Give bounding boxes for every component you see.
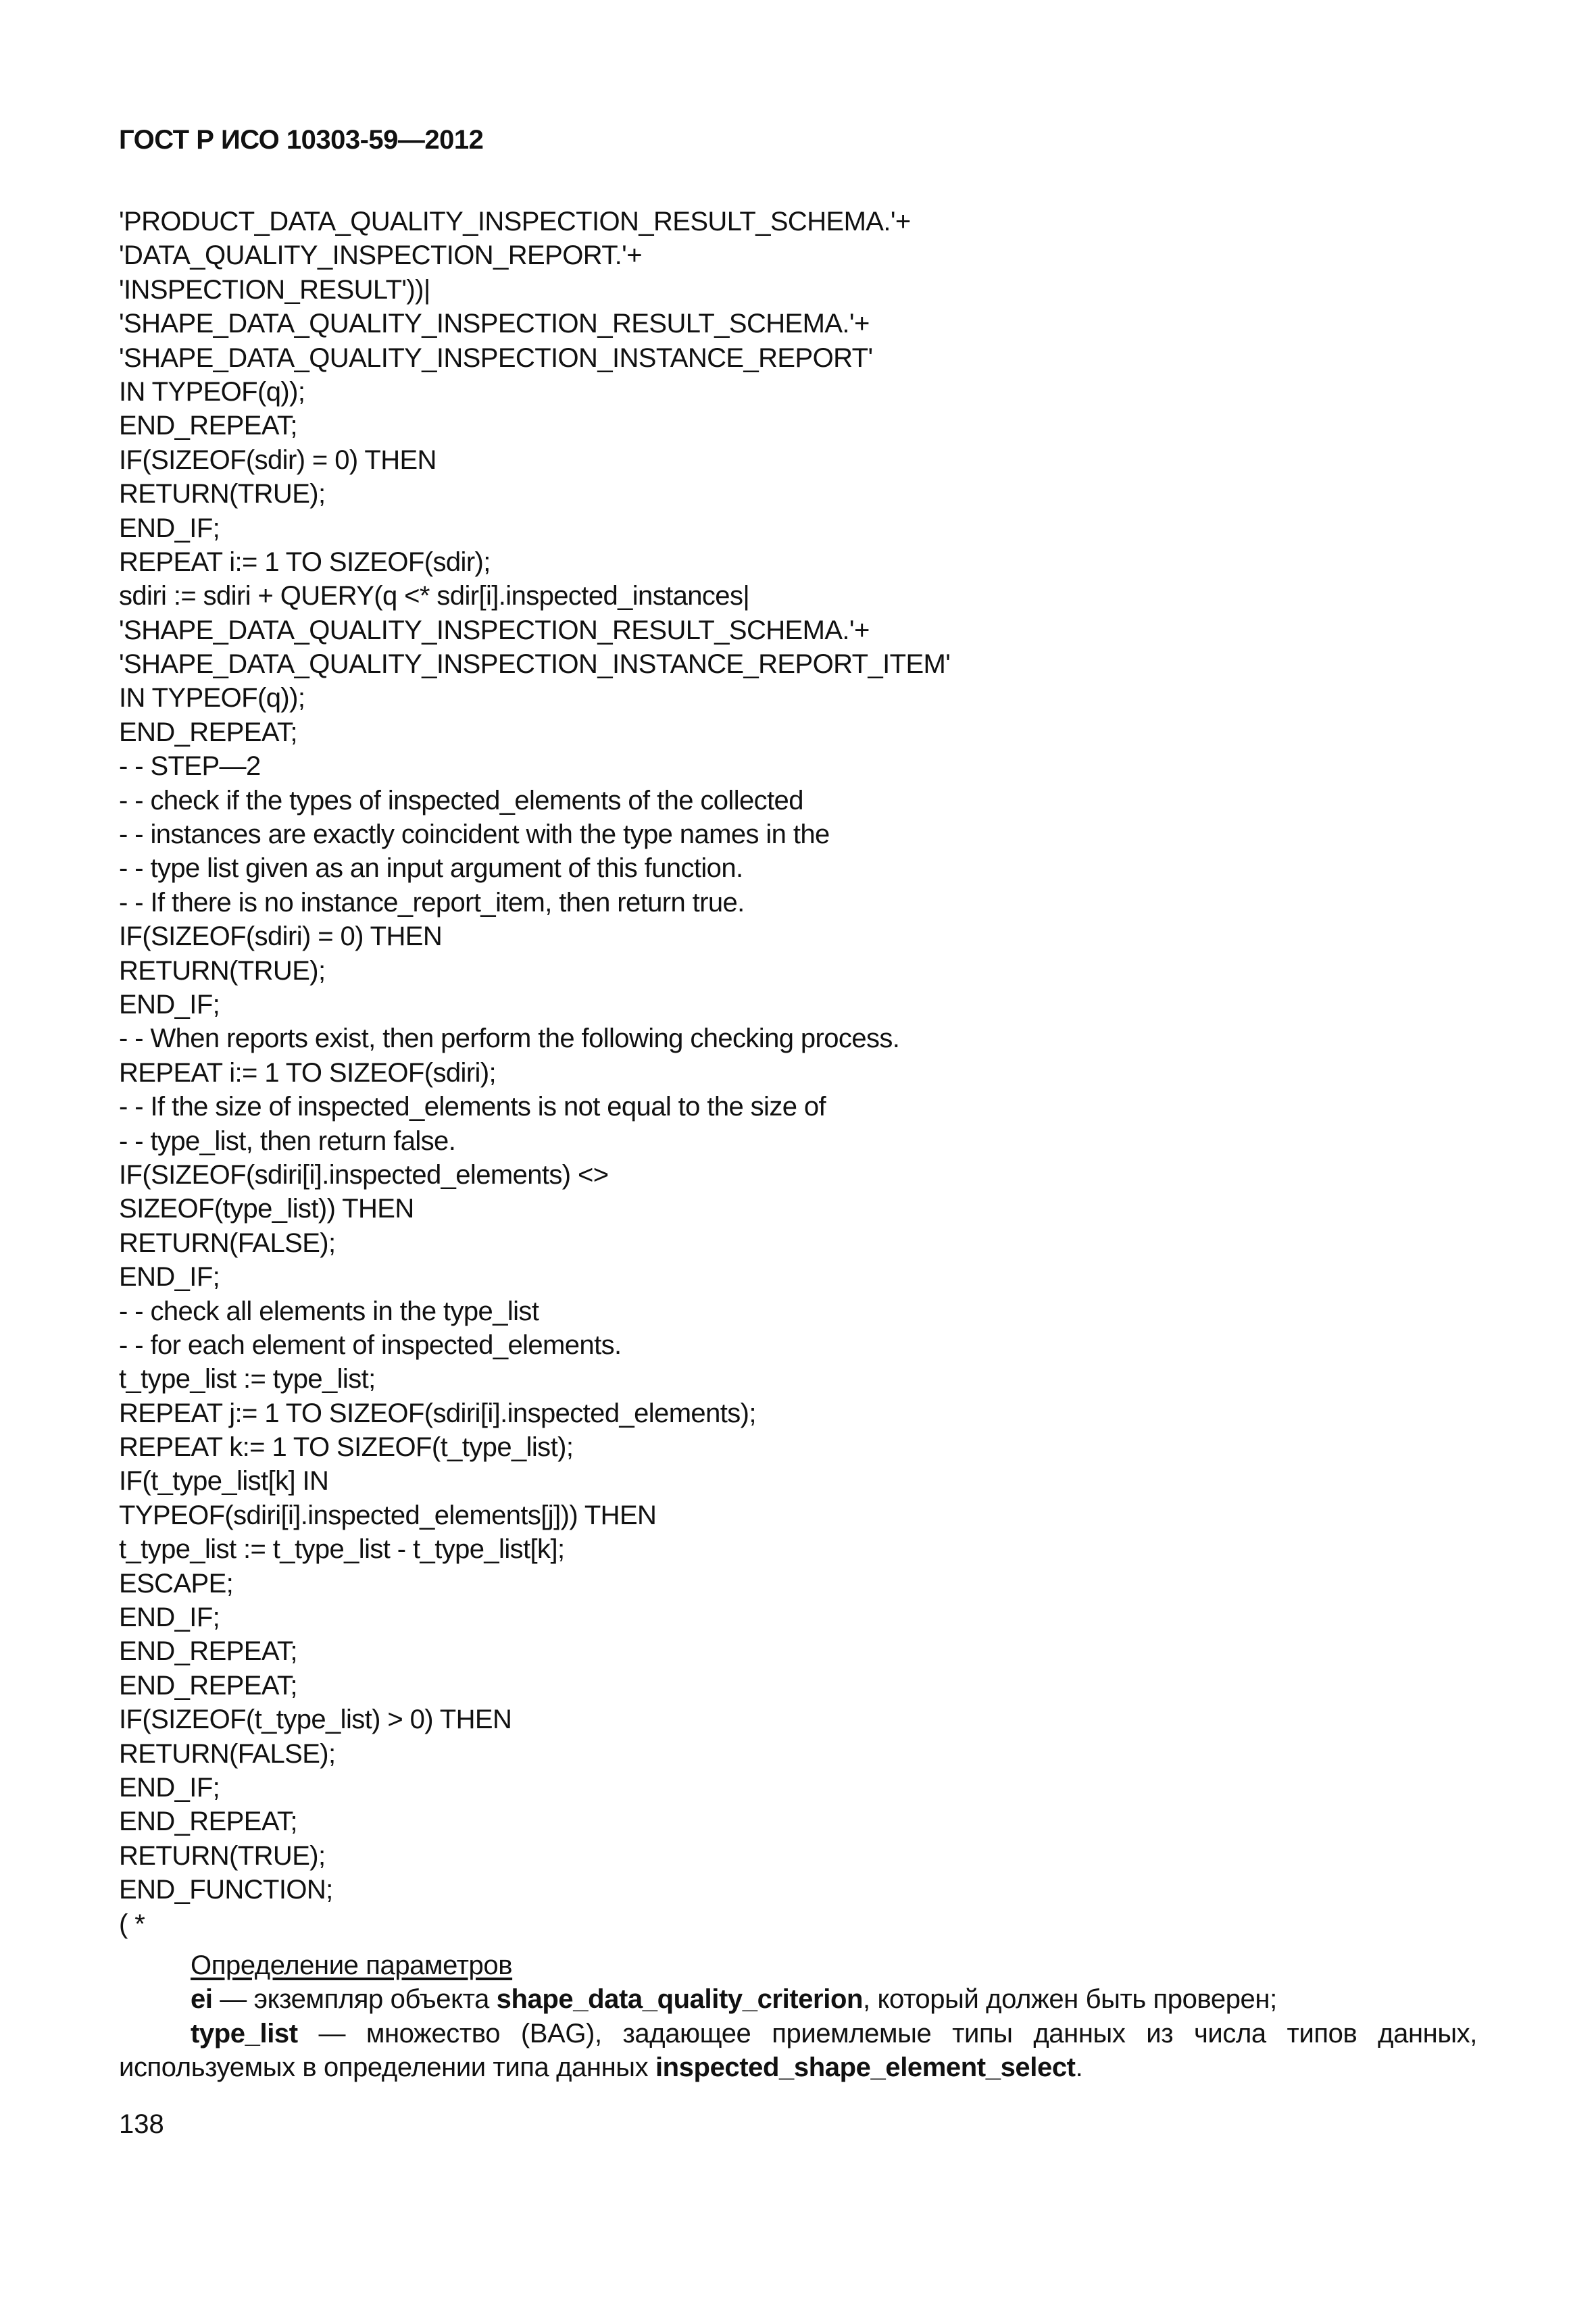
parameter-definitions <box>119 1948 1477 2085</box>
code-line: REPEAT i:= 1 TO SIZEOF(sdir); <box>119 547 491 577</box>
code-line: SIZEOF(type_list)) THEN <box>119 1194 414 1224</box>
code-line: - - check all elements in the type_list <box>119 1296 539 1326</box>
code-line: RETURN(FALSE); <box>119 1738 336 1769</box>
code-line: - - instances are exactly coincident with the type names in the <box>119 820 830 850</box>
parameter-type-list-entity: inspected_shape_element_select <box>655 2053 1076 2083</box>
code-line: TYPEOF(sdiri[i].inspected_elements[j])) THEN <box>119 1500 657 1530</box>
parameter-type-list-text-end: . <box>1075 2053 1083 2083</box>
code-line: 'DATA_QUALITY_INSPECTION_REPORT.'+ <box>119 241 642 271</box>
code-line: IF(SIZEOF(sdiri) = 0) THEN <box>119 922 443 952</box>
code-line: RETURN(FALSE); <box>119 1228 336 1258</box>
code-line: sdiri := sdiri + QUERY(q <* sdir[i].inspected_instances| <box>119 581 750 611</box>
code-line: 'PRODUCT_DATA_QUALITY_INSPECTION_RESULT_SCHEMA.'+ <box>119 207 911 236</box>
code-line: END_REPEAT; <box>119 1636 297 1667</box>
code-line: END_IF; <box>119 1772 220 1803</box>
code-line: END_IF; <box>119 989 220 1020</box>
code-line: RETURN(TRUE); <box>119 1840 326 1871</box>
code-line: IN TYPEOF(q)); <box>119 683 305 713</box>
code-line: END_REPEAT; <box>119 1807 297 1837</box>
code-line: END_IF; <box>119 513 220 543</box>
code-line: END_IF; <box>119 1262 220 1292</box>
code-line: IF(SIZEOF(sdiri[i].inspected_elements) <> <box>119 1159 609 1190</box>
code-line: 'SHAPE_DATA_QUALITY_INSPECTION_INSTANCE_REPORT_ITEM' <box>119 649 951 680</box>
parameter-ei-entity: shape_data_quality_criterion <box>496 1984 864 2015</box>
code-line: END_REPEAT; <box>119 1670 297 1701</box>
parameter-type-list-text-line2: используемых в определении типа данных <box>119 2053 655 2083</box>
parameter-ei-term: ei <box>191 1984 213 2015</box>
code-line: END_REPEAT; <box>119 717 297 747</box>
parameter-ei-text-before: — экземпляр объекта <box>212 1984 497 2015</box>
page-number: 138 <box>119 2109 164 2139</box>
code-line: REPEAT j:= 1 TO SIZEOF(sdiri[i].inspected_elements); <box>119 1398 756 1428</box>
code-line: - - If there is no instance_report_item, then return true. <box>119 887 745 917</box>
page-header-standard-id: ГОСТ Р ИСО 10303-59—2012 <box>119 125 484 155</box>
express-code-listing <box>119 205 1477 1941</box>
code-line: - - If the size of inspected_elements is not equal to the size of <box>119 1092 826 1122</box>
code-line: IF(SIZEOF(t_type_list) > 0) THEN <box>119 1705 512 1735</box>
parameter-type-list-definition-line1 <box>119 2017 1477 2051</box>
code-line: IF(t_type_list[k] IN <box>119 1466 329 1496</box>
code-line: 'INSPECTION_RESULT'))| <box>119 274 430 305</box>
code-line: t_type_list := type_list; <box>119 1364 376 1394</box>
code-line: IF(SIZEOF(sdir) = 0) THEN <box>119 445 437 475</box>
code-line: IN TYPEOF(q)); <box>119 376 305 407</box>
code-line: RETURN(TRUE); <box>119 955 326 986</box>
code-line: RETURN(TRUE); <box>119 479 326 509</box>
code-line: END_FUNCTION; <box>119 1875 333 1905</box>
code-line: - - STEP—2 <box>119 751 261 782</box>
parameter-ei-definition <box>119 1982 1477 2016</box>
code-line: ESCAPE; <box>119 1568 234 1599</box>
parameter-type-list-definition-line2 <box>119 2051 1477 2084</box>
code-line: ( * <box>119 1909 145 1939</box>
code-line: - - for each element of inspected_elements. <box>119 1330 622 1360</box>
code-line: 'SHAPE_DATA_QUALITY_INSPECTION_INSTANCE_REPORT' <box>119 343 873 373</box>
parameter-ei-text-after: , который должен быть проверен; <box>863 1984 1277 2015</box>
code-line: - - When reports exist, then perform the following checking process. <box>119 1024 900 1054</box>
code-line: END_IF; <box>119 1603 220 1633</box>
code-line: REPEAT i:= 1 TO SIZEOF(sdiri); <box>119 1057 497 1088</box>
code-line: - - check if the types of inspected_elements of the collected <box>119 785 803 815</box>
parameter-definitions-heading: Определение параметров <box>191 1951 513 1980</box>
code-line: REPEAT k:= 1 TO SIZEOF(t_type_list); <box>119 1432 574 1463</box>
parameter-type-list-term: type_list <box>191 2018 298 2048</box>
code-line: 'SHAPE_DATA_QUALITY_INSPECTION_RESULT_SCHEMA.'+ <box>119 309 870 339</box>
code-line: 'SHAPE_DATA_QUALITY_INSPECTION_RESULT_SCHEMA.'+ <box>119 615 870 645</box>
code-line: - - type_list, then return false. <box>119 1126 456 1156</box>
code-line: t_type_list := t_type_list - t_type_list[k]; <box>119 1534 565 1565</box>
code-line: END_REPEAT; <box>119 411 297 441</box>
parameter-type-list-text-line1: — множество (BAG), задающее приемлемые типы данных из числа типов данных, <box>297 2018 1477 2048</box>
code-line: - - type list given as an input argument of this function. <box>119 853 743 884</box>
